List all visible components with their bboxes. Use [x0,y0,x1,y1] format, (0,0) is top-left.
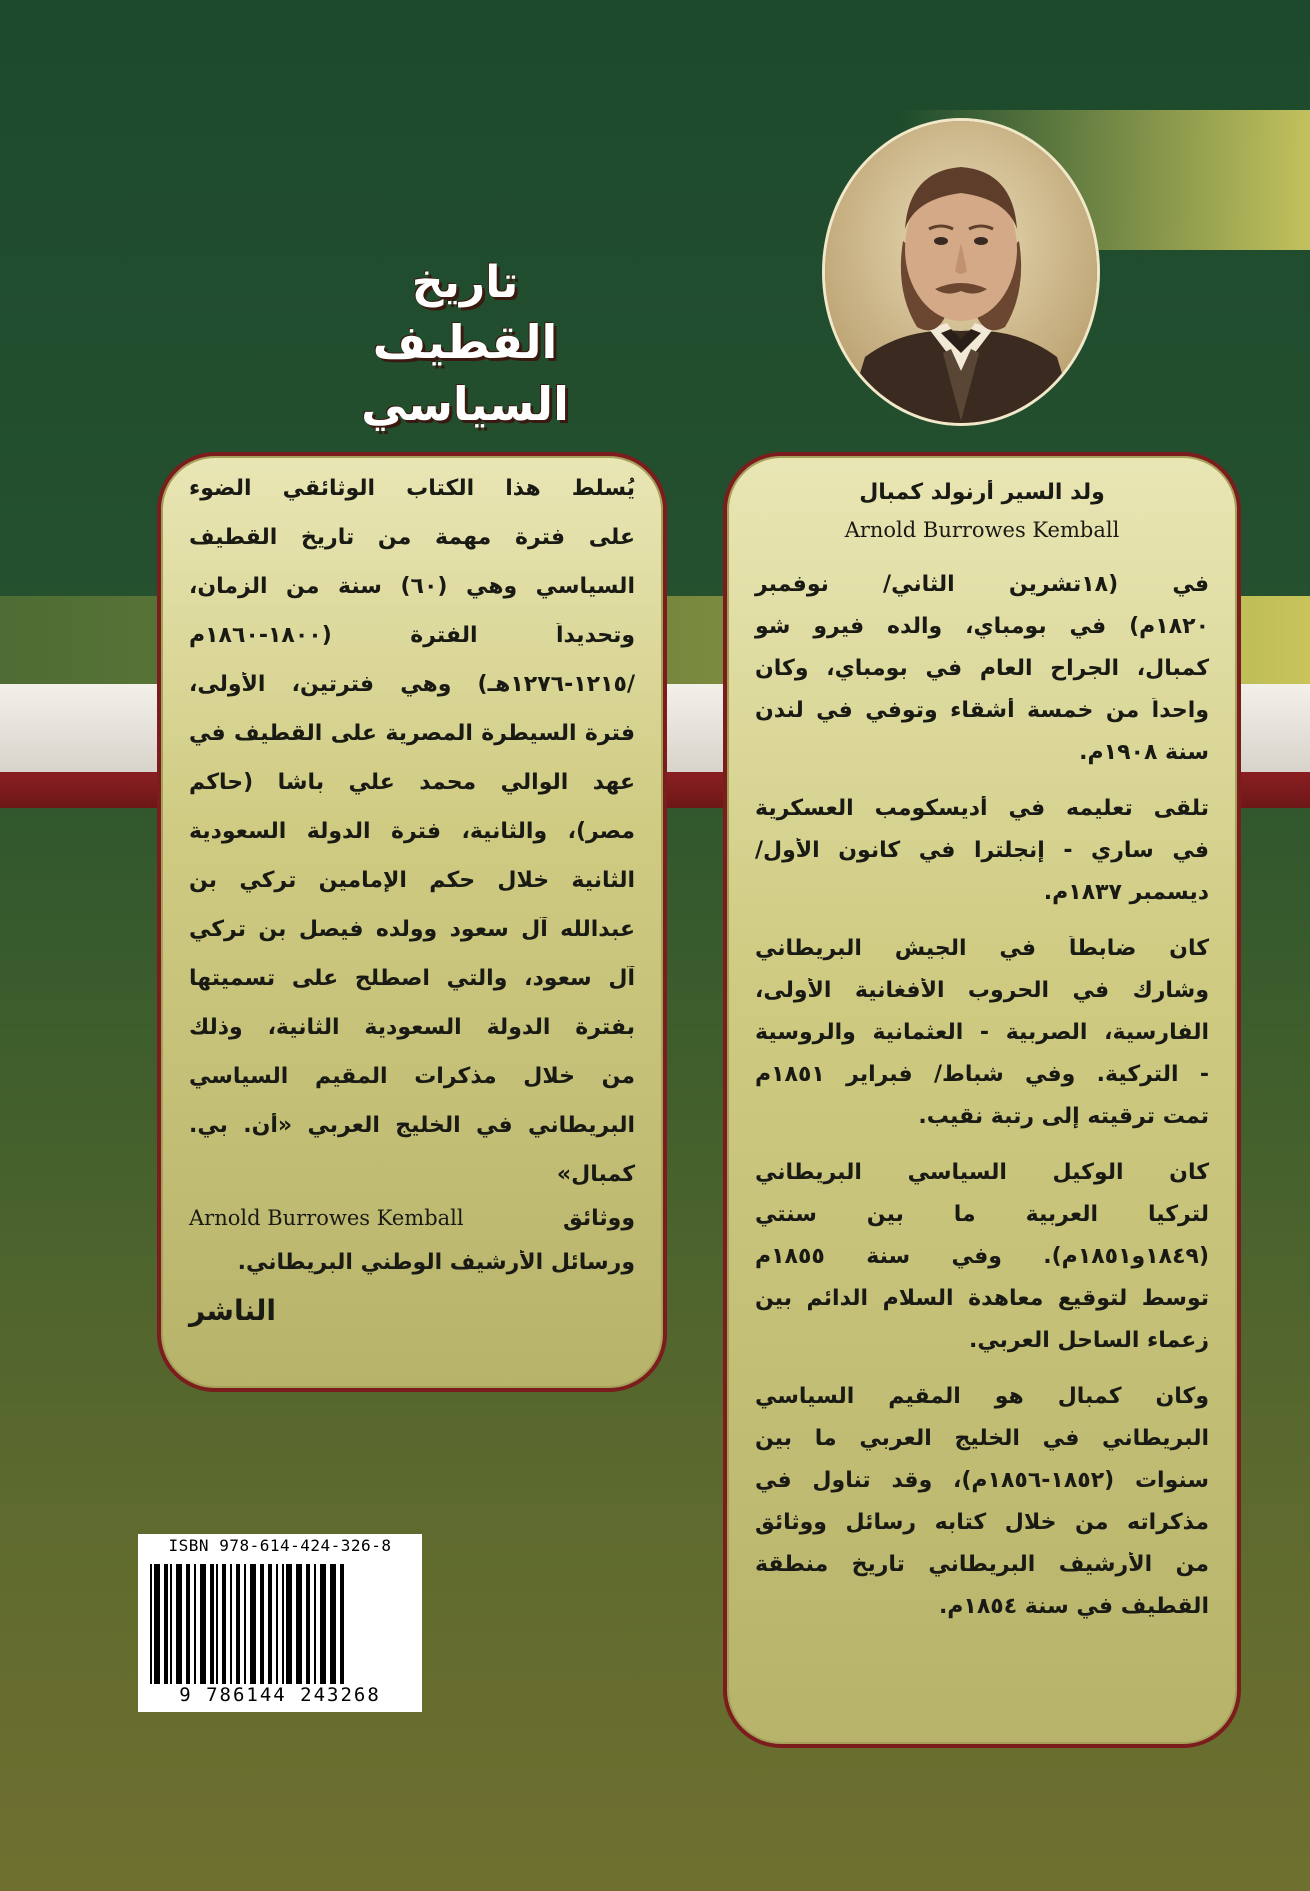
summary-line: الثانية خلال حكم الإمامين تركي بن [189,868,635,893]
bio-line: تمت ترقيته إلى رتبة نقيب. [918,1104,1209,1129]
barcode-bar [194,1564,196,1684]
portrait-oval [822,118,1100,426]
bio-line: سنة ١٩٠٨م. [1079,740,1209,765]
bio-line: ١٨٢٠م) في بومباي، والده فيرو شو [755,614,1209,639]
bio-line: ديسمبر ١٨٣٧م. [1043,880,1209,905]
bio-line: مذكراته من خلال كتابه رسائل ووثائق [755,1510,1209,1535]
bio-line: لتركيا العربية ما بين سنتي [755,1202,1209,1227]
barcode-bar [222,1564,226,1684]
bio-line: زعماء الساحل العربي. [969,1328,1209,1353]
summary-line: يُسلط هذا الكتاب الوثائقي الضوء [189,476,635,501]
barcode-bar [306,1564,310,1684]
barcode-bar [260,1564,264,1684]
barcode-bar [296,1564,302,1684]
summary-line: بفترة الدولة السعودية الثانية، وذلك [189,1015,635,1040]
barcode-bar [268,1564,272,1684]
title-line-2: القطيف السياسي [361,315,569,431]
bio-line: (١٨٤٩و١٨٥١م). وفي سنة ١٨٥٥م [755,1244,1209,1269]
title-line-1: تاريخ [411,257,519,308]
bio-line: كان الوكيل السياسي البريطاني [755,1160,1209,1185]
barcode-bar [210,1564,214,1684]
barcode-bars [142,1564,418,1684]
barcode-bar [230,1564,232,1684]
summary-latin-line [161,1206,663,1231]
bio-line: سنوات (١٨٥٢-١٨٥٦م)، وقد تناول في [755,1468,1209,1493]
bio-line: واحداً من خمسة أشقاء وتوفي في لندن [755,698,1209,723]
summary-line: البريطاني في الخليج العربي «أن. بي. [189,1113,635,1138]
summary-line: مصر)، والثانية، فترة الدولة السعودية [189,819,635,844]
bio-line: كان ضابطاً في الجيش البريطاني [755,936,1209,961]
barcode-bar [314,1564,316,1684]
portrait-illustration [825,121,1097,423]
barcode-bar [186,1564,190,1684]
bio-line: - التركية. وفي شباط/ فبراير ١٨٥١م [755,1062,1209,1087]
summary-line: /١٢١٥-١٢٧٦هـ) وهي فترتين، الأولى، [189,672,635,697]
publisher-label: الناشر [189,1294,277,1327]
bio-line: كمبال، الجراح العام في بومباي، وكان [755,656,1209,681]
summary-latin-name: Arnold Burrowes Kemball [189,1206,464,1230]
summary-line: وتحديداً الفترة (١٨٠٠-١٨٦٠م [189,623,635,648]
barcode-bar [164,1564,168,1684]
summary-panel [157,452,667,1392]
bio-line: تلقى تعليمه في أديسكومب العسكرية [755,796,1209,821]
barcode-bar [244,1564,246,1684]
summary-line: على فترة مهمة من تاريخ القطيف [189,525,635,550]
barcode-bar [150,1564,152,1684]
barcode-bar [276,1564,278,1684]
bio-line: توسط لتوقيع معاهدة السلام الدائم بين [755,1286,1209,1311]
summary-last-line: ورسائل الأرشيف الوطني البريطاني. [237,1250,635,1275]
summary-line: عبدالله آل سعود وولده فيصل بن تركي [189,917,635,942]
bio-line: في (١٨تشرين الثاني/ نوفمبر [755,572,1209,597]
summary-latin-suffix: ووثائق [563,1206,635,1231]
biography-panel [723,452,1241,1748]
bio-line: وشارك في الحروب الأفغانية الأولى، [755,978,1209,1003]
barcode-bar [154,1564,160,1684]
bio-line: البريطاني في الخليج العربي ما بين [755,1426,1209,1451]
barcode-bar [200,1564,206,1684]
book-title [330,255,600,435]
isbn-barcode [138,1534,422,1712]
summary-line: السياسي وهي (٦٠) سنة من الزمان، [189,574,635,599]
summary-line: فترة السيطرة المصرية على القطيف في [189,721,635,746]
barcode-bar [340,1564,344,1684]
barcode-bar [320,1564,326,1684]
barcode-bar [176,1564,182,1684]
summary-line: من خلال مذكرات المقيم السياسي [189,1064,635,1089]
bio-heading: ولد السير أرنولد كمبال [859,480,1105,505]
barcode-bar [236,1564,240,1684]
barcode-digits: 9 786144 243268 [179,1684,381,1706]
summary-line: عهد الوالي محمد علي باشا (حاكم [189,770,635,795]
barcode-bar [330,1564,336,1684]
barcode-bar [286,1564,292,1684]
barcode-bar [250,1564,256,1684]
isbn-label: ISBN 978-614-424-326-8 [168,1536,392,1555]
barcode-bar [282,1564,284,1684]
summary-line: كمبال» [556,1162,635,1187]
barcode-bar [216,1564,218,1684]
barcode-bar [170,1564,172,1684]
bio-line: وكان كمبال هو المقيم السياسي [755,1384,1209,1409]
bio-line: من الأرشيف البريطاني تاريخ منطقة [755,1552,1209,1577]
bio-line: القطيف في سنة ١٨٥٤م. [938,1594,1209,1619]
bio-latin-name: Arnold Burrowes Kemball [844,518,1120,542]
summary-line: آل سعود، والتي اصطلح على تسميتها [189,966,635,991]
bio-line: الفارسية، الصربية - العثمانية والروسية [755,1020,1209,1045]
bio-line: في ساري - إنجلترا في كانون الأول/ [755,838,1209,863]
